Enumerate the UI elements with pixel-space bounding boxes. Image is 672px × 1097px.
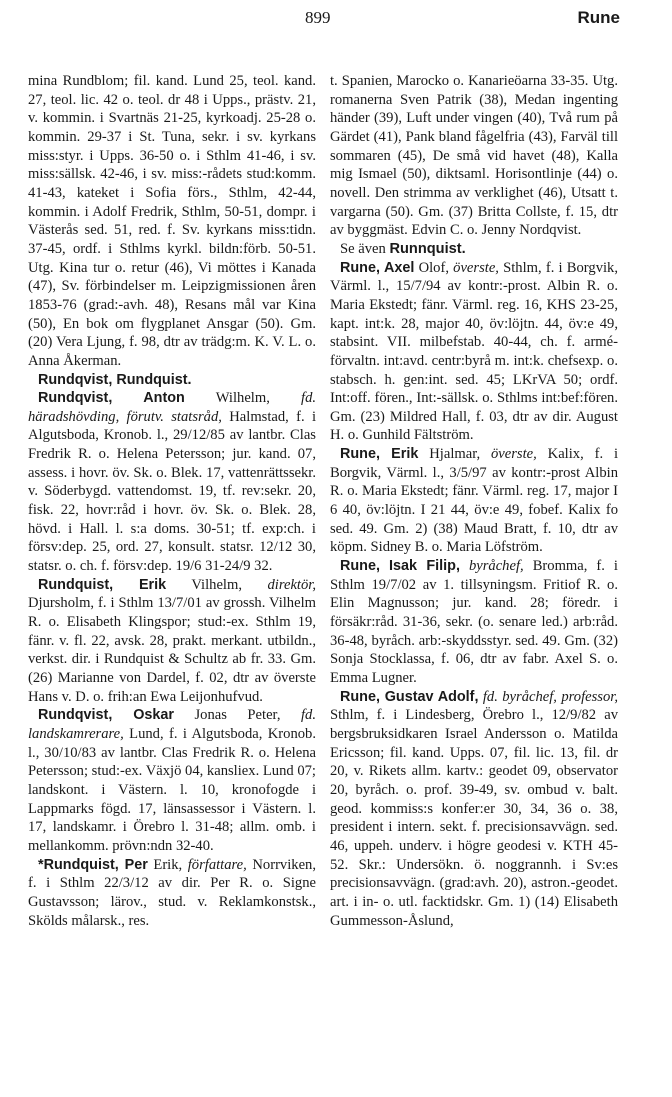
entry-title: överste, [453, 259, 499, 276]
entry-name: Rune, Gustav Adolf, [340, 688, 479, 705]
entry-text: Lund, f. i Algutsboda, Kronob. l., 30/10/83 av lantbr. Clas Fredrik R. o. Helena Petersson; stud:-ex. Växjö 04, kansliex. Lund 07; landskont. i Västern. l. 10, kronofogde i Lappmarks fögd. 17, länsassessor i Västern. l. 17, landskamr. i Örebro l. 31-48; allm. omb. i mellankomm. prövn:ndn 32-40. [28, 725, 316, 854]
entry-rune-axel [330, 259, 618, 446]
entry-rundquist-erik [28, 576, 316, 707]
entry-name: Rundqvist, Anton [38, 390, 185, 407]
entry-rune-erik [330, 445, 618, 557]
see-also-prefix: Se även [340, 240, 386, 257]
entry-text: Norrviken, f. i Sthlm 22/3/12 av dir. Per R. o. Signe Gustavsson; lärov., stud. v. Reklamkonstsk., Skölds målarsk., res. [28, 856, 317, 929]
entry-title: fd. byråchef, professor, [482, 688, 618, 705]
entry-rune-gustav [330, 688, 618, 931]
entry-forename: Isak Filip, [389, 558, 460, 575]
entry-name: Rune, Erik [340, 446, 419, 463]
entry-name: Rune, [340, 558, 380, 575]
entry-name: Rune, Axel [340, 259, 415, 276]
entry-continuation [28, 72, 316, 371]
entry-title: byråchef, [468, 558, 524, 575]
entry-rundqvist-rundquist [28, 371, 316, 390]
entry-text: Bromma, f. i Sthlm 19/7/02 av 1. tillsyningsm. Fritiof R. o. Elin Magnusson; jur. kand. 28; föredr. i försäkr:råd. 31-36, sekr. (o. senare led.) arb:råd. 36-48, byråch. arb:-skyddsstyr. sed. 49. Gm. (32) Sonja Stocklassa, f. 06, dtr av fabr. Axel S. o. Emma Lugner. [330, 558, 618, 686]
entry-forename: Vilhelm, [191, 576, 242, 593]
entry-continuation [330, 72, 618, 240]
entry-rundquist-per [28, 856, 316, 931]
see-also-reference [330, 240, 618, 259]
entry-rundqvist-oskar [28, 706, 316, 855]
entry-text: Kalix, f. i Borgvik, Värml. l., 3/5/97 av kontr:-prost Albin R. o. Maria Ekstedt; fänr. Värml. reg. 17, major I 6 40, öv:löjtn. I 21 44, öv:e 49, fobef. Kalix fo sed. 49. Gm. 2) (38) Maud Bratt, f. 10, dtr av köpm. Sidney B. o. Maria Löfström. [330, 446, 618, 556]
right-column [330, 72, 618, 930]
entry-forename: Jonas Peter, [194, 707, 281, 724]
page-number: 899 [305, 8, 331, 27]
entry-title: fd. landskamrerare, [28, 707, 316, 742]
entry-forename: Olof, [418, 259, 449, 276]
entry-forename: Erik, [153, 856, 183, 873]
entry-rundqvist-anton [28, 389, 316, 576]
entry-rune-isak [330, 557, 618, 688]
entry-name: *Rundquist, Per [38, 856, 148, 873]
entry-text: Djursholm, f. i Sthlm 13/7/01 av grossh. Vilhelm R. o. Elisabeth Klingspor; stud:-ex. Sthlm 19, fänr. v. fl. 22, avsk. 28, prakt. merkant. utbildn., verkst. dir. i Rundquist & Schultz ab fr. 33. Gm. (26) Marianne von Dardel, f. 02, dtr av överste Hans v. D. o. frih:an Ewa Leijonhufvud. [28, 595, 316, 705]
entry-title: fd. häradshövding, förutv. statsråd, [28, 390, 317, 425]
entry-title: överste, [491, 446, 537, 463]
entry-text: Sthlm, f. i Lindesberg, Örebro l., 12/9/82 av bergsbruksidkaren Israel Andersson o. Matilda Ericsson; fil. kand. Upps. 07, fil. lic. 13, fil. dr 20, v. Rikets allm. kartv.: geodet 09, observator 20, byråch. o. prof. 39-49, sv. ombud v. balt. geod. kommiss:s konfer:er 30, 34, 36 o. 38, president i intern. sekt. f. precisionsavvägn. sed. 46, uppeh. underv. i högre geodesi v. KTH 45-52. Skr.: Undersökn. ö. noggrannh. i Sv:es precisionsavvägn. (grad:avh. 20), astron.-geodet. art. i in- o. utl. facktidskr. Gm. 1) (14) Elisabeth Gummesson-Åslund, [330, 707, 618, 929]
entry-forename: Wilhelm, [215, 390, 270, 407]
entry-name: Rundqvist, Oskar [38, 707, 174, 724]
entry-forename: Hjalmar, [429, 446, 481, 463]
see-also-target: Runnquist. [389, 240, 466, 257]
running-head: Rune [577, 8, 620, 27]
entry-text: Sthlm, f. i Borgvik, Värml. l., 15/7/94 av kontr:-prost. Albin R. o. Maria Ekstedt; fänr. Värml. reg. 16, KHS 23-25, kapt. int:k. 28, major 40, öv:löjtn. 44, öv:e 49, stabsint. VII. milbefstab. 40-44, ch. f. armé-förvaltn. int:avd. centr:byrå m. int:k. chefsexp. o. stabsch. h. gen:int. sed. 45; LKrVA 50; ordf. Int:off. fören., Int:-sällsk. o. Sthlms int:bef:fören. Gm. (23) Mildred Hall, f. 03, dtr av dir. August H. o. Gunhild Fältström. [330, 259, 618, 444]
page-header [0, 8, 672, 36]
entry-title: direktör, [267, 576, 316, 593]
entry-text: Halmstad, f. i Algutsboda, Kronob. l., 29/12/85 av lantbr. Clas Fredrik R. o. Helena Petersson; jur. kand. 07, assess. i hovr. öv. Sk. o. Blek. 17, vattenrättssekr. v. Söderbygd. vattendomst. 19, tf. rev:sekr. 20, fisk. 22, hovr:råd i hovr. öv. Sk. o. Blek. 28, hövd. i Hall. l. s:a doms. 30-51; tf. exp:ch. i försv:dep. 25, ord. 27, konsult. statsr. 12/12 30, statsr. o. ch. f. försv:dep. 19/6 31-24/9 32. [28, 408, 316, 575]
entry-name: Rundquist, Erik [38, 576, 167, 593]
entry-text: mina Rundblom; fil. kand. Lund 25, teol. kand. 27, teol. lic. 42 o. teol. dr 48 i Upps., prästv. 21, v. kommin. i Svartnäs 21-25, kyrkoadj. 25-28 o. kommin. 29-37 i St. Tuna, sekr. i sv. kyrkans miss:styr. i Upps. 36-50 o. i Sthlm 41-46, i sv. miss:sällsk. 42-46, i sv. miss:-rådets stud:komm. 41-43, kateket i Sofia förs., Sthlm, 42-44, kommin. i Adolf Fredrik, Sthlm, 50-51, dompr. i Västerås sed. 51, red. f. Sv. kyrkans miss:tidn. 37-45, ordf. i Sthlms kyrkl. bildn:förb. 50-51. Utg. Kina tur o. retur (46), Vi möttes i Kanada (47), Sv. förbindelser m. Leipzigmissionen åren 1853-76 (grad:-avh. 48), Resans mål var Kina (50), En bok om flygplanet Ansgar (50). Gm. (20) Vera Ljung, f. 98, dtr av trädg:m. K. V. L. o. Anna Åkerman. [28, 73, 316, 369]
entry-title: författare, [187, 856, 247, 873]
entry-text: t. Spanien, Marocko o. Kanarieöarna 33-35. Utg. romanerna Sven Patrik (38), Medan ingenting händer (39), Luft under vingen (40), Två rum på Gärdet (41), Pank bland fågelfria (43), Farväl till sommaren (45), De små vid havet (48), Kalla mig Ismael (50), diktsaml. Horisontlinje (44) o. novell. Den strimma av verklighet (46), Utsatt t. vargarna (50). Gm. (37) Britta Collste, f. 15, dtr av byggmäst. Edvin C. o. Jenny Nordqvist. [330, 73, 618, 239]
left-column [28, 72, 316, 930]
entry-name: Rundqvist, Rundquist. [38, 371, 192, 388]
